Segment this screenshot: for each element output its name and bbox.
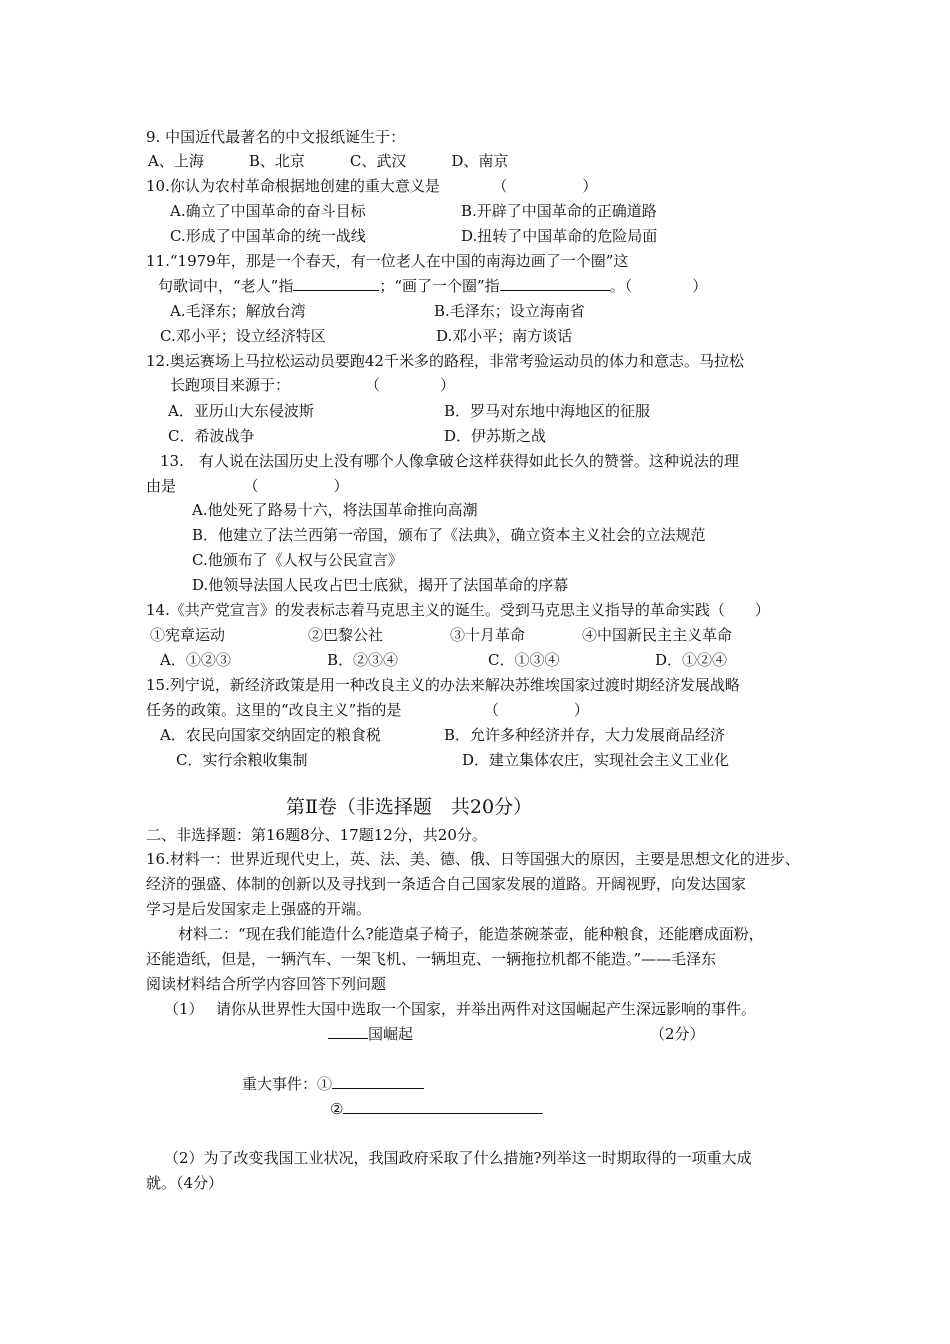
q13-stem-line2: 由是 （ ） bbox=[146, 477, 349, 495]
q10-option-b: B.开辟了中国革命的正确道路 bbox=[461, 202, 657, 220]
q16-sub2-line2: 就。（4分） bbox=[146, 1174, 224, 1192]
q16-sub2-line1: （2）为了改变我国工业状况，我国政府采取了什么措施?列举这一时期取得的一项重大成 bbox=[164, 1149, 752, 1167]
q14-item-2: ②巴黎公社 bbox=[308, 626, 384, 644]
q14-option-c: C．①③④ bbox=[488, 651, 560, 669]
q12-option-c: C．希波战争 bbox=[168, 427, 255, 445]
q14-item-1: ①宪章运动 bbox=[150, 626, 226, 644]
blank-line bbox=[343, 1099, 543, 1114]
q16-material2-line2: 还能造纸，但是，一辆汽车、一架飞机、一辆坦克、一辆拖拉机都不能造。”——毛泽东 bbox=[146, 950, 717, 968]
q16-instruction: 阅读材料结合所学内容回答下列问题 bbox=[146, 975, 387, 993]
q9-options: A、上海 B、北京 C、武汉 D、南京 bbox=[148, 152, 509, 170]
q13-option-a: A.他处死了路易十六，将法国革命推向高潮 bbox=[192, 501, 478, 519]
q13-option-b: B．他建立了法兰西第一帝国，颁布了《法典》，确立资本主义社会的立法规范 bbox=[192, 526, 706, 544]
q11-option-a: A.毛泽东；解放台湾 bbox=[170, 302, 306, 320]
q14-option-d: D．①②④ bbox=[655, 651, 728, 669]
q10-option-c: C.形成了中国革命的统一战线 bbox=[170, 227, 366, 245]
q12-stem-line2: 长跑项目来源于： （ ） bbox=[170, 376, 456, 394]
events-label: 重大事件：① bbox=[242, 1075, 333, 1093]
q16-material1-line2: 经济的强盛、体制的创新以及寻找到一条适合自己国家发展的道路。开阔视野，向发达国家 bbox=[146, 875, 747, 893]
q14-item-3: ③十月革命 bbox=[450, 626, 526, 644]
event2-number: ② bbox=[330, 1100, 344, 1118]
part2-intro: 二、非选择题：第16题8分、17题12分，共20分。 bbox=[146, 826, 487, 844]
q11-option-d: D.邓小平；南方谈话 bbox=[436, 327, 573, 345]
q11-stem2-part-c: 。（ ） bbox=[609, 277, 708, 295]
q9-stem: 9. 中国近代最著名的中文报纸诞生于： bbox=[146, 128, 406, 146]
q14-option-b: B．②③④ bbox=[327, 651, 399, 669]
q16-sub1-number: （1） bbox=[164, 1000, 204, 1018]
q16-material1-line1: 16.材料一：世界近现代史上，英、法、美、德、俄、日等国强大的原因，主要是思想文化的进步、 bbox=[146, 850, 800, 868]
blank-line bbox=[500, 276, 610, 291]
q11-stem2-part-a: 句歌词中，“老人”指 bbox=[158, 277, 294, 295]
q15-stem-line1: 15.列宁说，新经济政策是用一种改良主义的办法来解决苏维埃国家过渡时期经济发展战略 bbox=[146, 676, 740, 694]
q12-option-a: A．亚历山大东侵波斯 bbox=[168, 402, 314, 420]
events-answer-line-1 bbox=[242, 1074, 424, 1094]
q11-stem-line2 bbox=[158, 276, 707, 296]
q11-option-c: C.邓小平；设立经济特区 bbox=[160, 327, 326, 345]
blank-line bbox=[332, 1074, 424, 1089]
rise-label: 国崛起 bbox=[368, 1025, 414, 1043]
q15-option-d: D．建立集体农庄，实现社会主义工业化 bbox=[462, 751, 730, 769]
q11-stem2-part-b: ；“画了一个圈”指 bbox=[379, 277, 500, 295]
q12-stem-line1: 12.奥运赛场上马拉松运动员要跑42千米多的路程，非常考验运动员的体力和意志。马拉松 bbox=[146, 352, 744, 370]
q11-option-b: B.毛泽东；设立海南省 bbox=[434, 302, 585, 320]
events-answer-line-2 bbox=[330, 1099, 543, 1119]
q16-material2-line1: 材料二：“现在我们能造什么?能造桌子椅子，能造茶碗茶壶，能种粮食，还能磨成面粉， bbox=[178, 925, 764, 943]
q13-stem-line1: 13. 有人说在法国历史上没有哪个人像拿破仑这样获得如此长久的赞誉。这种说法的理 bbox=[160, 452, 739, 470]
q14-stem: 14.《共产党宣言》的发表标志着马克思主义的诞生。受到马克思主义指导的革命实践（ ） bbox=[146, 601, 770, 619]
blank-line bbox=[328, 1024, 368, 1039]
q16-sub1-text: 请你从世界性大国中选取一个国家，并举出两件对这国崛起产生深远影响的事件。 bbox=[216, 1000, 757, 1018]
q15-option-b: B．允许多种经济并存，大力发展商品经济 bbox=[444, 726, 726, 744]
q11-stem-line1: 11.“1979年，那是一个春天，有一位老人在中国的南海边画了一个圈”这 bbox=[146, 252, 629, 270]
q10-stem: 10.你认为农村革命根据地创建的重大意义是 （ ） bbox=[146, 177, 598, 195]
q10-option-a: A.确立了中国革命的奋斗目标 bbox=[170, 202, 366, 220]
q13-option-c: C.他颁布了《人权与公民宣言》 bbox=[192, 551, 403, 569]
q15-stem-line2: 任务的政策。这里的“改良主义”指的是 （ ） bbox=[146, 701, 589, 719]
q15-option-a: A．农民向国家交纳固定的粮食税 bbox=[160, 726, 381, 744]
q12-option-d: D．伊苏斯之战 bbox=[444, 427, 547, 445]
q13-option-d: D.他领导法国人民攻占巴士底狱，揭开了法国革命的序幕 bbox=[192, 576, 569, 594]
q14-option-a: A．①②③ bbox=[160, 651, 231, 669]
q15-option-c: C．实行余粮收集制 bbox=[176, 751, 308, 769]
blank-line bbox=[293, 276, 379, 291]
rise-answer-line bbox=[328, 1024, 413, 1044]
q12-option-b: B．罗马对东地中海地区的征服 bbox=[444, 402, 651, 420]
part2-title: 第Ⅱ卷（非选择题 共20分） bbox=[286, 796, 533, 818]
q10-option-d: D.扭转了中国革命的危险局面 bbox=[461, 227, 658, 245]
q16-material1-line3: 学习是后发国家走上强盛的开端。 bbox=[146, 900, 372, 918]
q14-item-4: ④中国新民主主义革命 bbox=[582, 626, 733, 644]
q16-sub1-points: （2分） bbox=[650, 1025, 705, 1043]
